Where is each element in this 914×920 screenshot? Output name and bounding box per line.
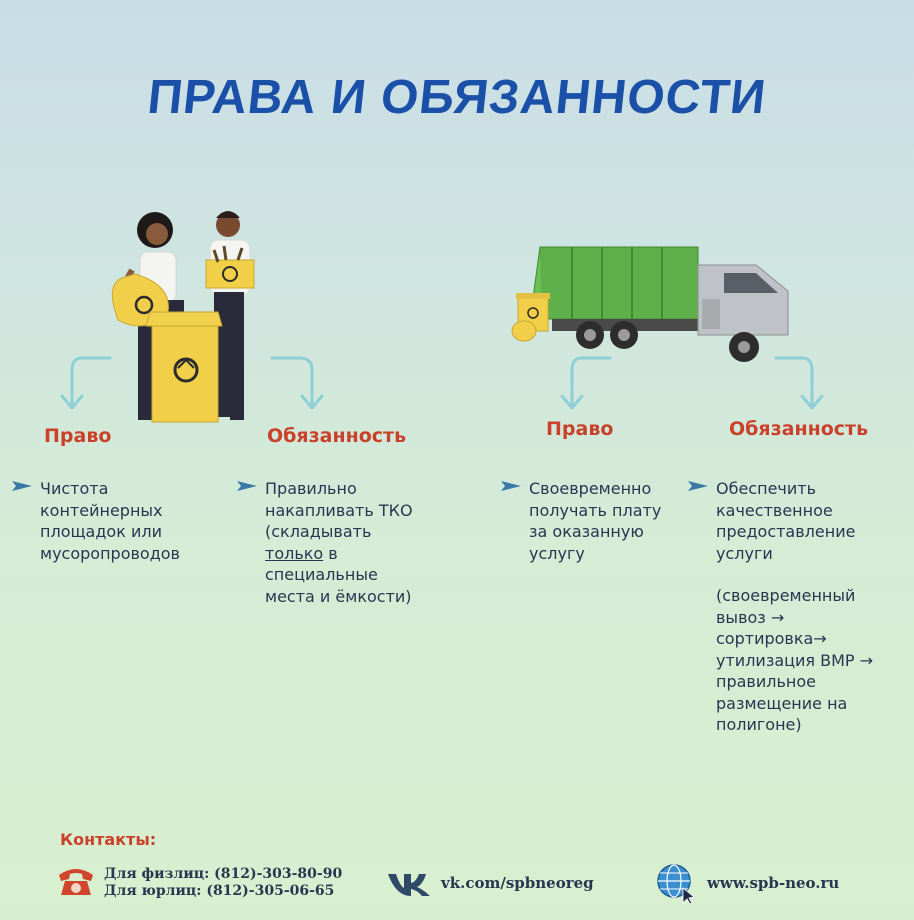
bullet-icon	[237, 480, 257, 492]
bullet-icon	[688, 480, 708, 492]
bullet-icon	[12, 480, 32, 492]
phone-icon	[55, 865, 97, 897]
page-title: ПРАВА И ОБЯЗАННОСТИ	[145, 71, 769, 124]
right-duty-heading: Обязанность	[729, 418, 869, 440]
left-right-heading: Право	[44, 425, 112, 447]
left-right-item: Чистота контейнерных площадок или мусоропроводов	[40, 478, 180, 564]
globe-icon	[655, 862, 697, 904]
left-duty-item: Правильно накапливать ТКО (складывать только в специальные места и ёмкости)	[265, 478, 413, 607]
vk-link[interactable]: vk.com/spbneoreg	[441, 874, 594, 892]
vk-icon	[386, 870, 434, 898]
phone-individual[interactable]: Для физлиц: (812)-303-80-90	[104, 866, 343, 882]
phone-legal[interactable]: Для юрлиц: (812)-305-06-65	[104, 883, 335, 899]
bullet-icon	[501, 480, 521, 492]
left-duty-heading: Обязанность	[267, 425, 407, 447]
contacts-label: Контакты:	[60, 830, 157, 849]
right-right-item: Своевременно получать плату за оказанную услугу	[529, 478, 661, 564]
site-link[interactable]: www.spb-neo.ru	[707, 874, 840, 892]
right-right-heading: Право	[546, 418, 614, 440]
arrows	[0, 350, 914, 420]
contact-phones	[104, 866, 342, 900]
right-duty-item: Обеспечить качественное предоставление услуги (своевременный вывоз → сортировка→ утилизация ВМР → правильное размещение на полигоне)	[716, 478, 873, 736]
